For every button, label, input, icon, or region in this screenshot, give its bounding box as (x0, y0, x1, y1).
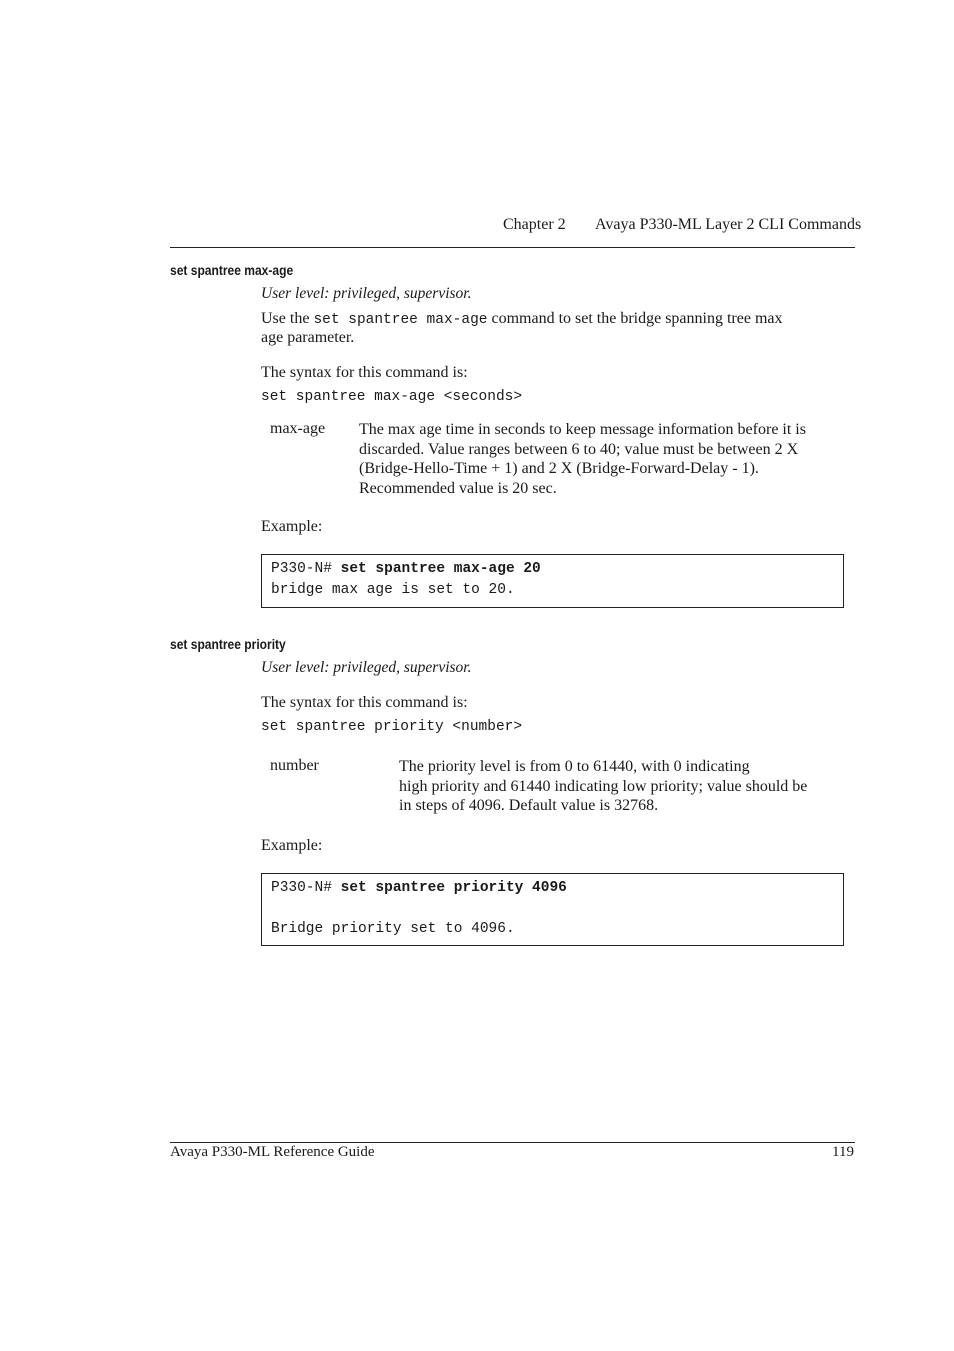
intro-line2-max-age: age parameter. (261, 329, 355, 346)
param-desc-max-age (359, 420, 806, 498)
user-level-priority: User level: privileged, supervisor. (261, 659, 472, 676)
syntax-priority: set spantree priority <number> (261, 719, 523, 735)
example-label-max-age: Example: (261, 518, 323, 535)
example-command-line (271, 561, 541, 577)
param-desc-line: (Bridge-Hello-Time + 1) and 2 X (Bridge-Forward-Delay - 1). (359, 460, 759, 477)
param-name-max-age: max-age (270, 420, 326, 437)
cli-command: set spantree max-age 20 (340, 561, 541, 577)
intro-suffix: command to set the bridge spanning tree max (491, 310, 783, 327)
param-desc-line: Recommended value is 20 sec. (359, 479, 557, 497)
param-name-priority: number (270, 757, 319, 774)
syntax-intro-priority: The syntax for this command is: (261, 694, 468, 711)
param-desc-line: The max age time in seconds to keep message information before it is (359, 421, 806, 438)
example-command-line (271, 880, 567, 896)
param-desc-line: discarded. Value ranges between 6 to 40; value must be between 2 X (359, 440, 799, 458)
param-desc-priority (399, 757, 807, 816)
cli-prompt: P330-N# (271, 880, 341, 896)
example-code-box-max-age (261, 554, 844, 608)
intro-paragraph-max-age (261, 309, 783, 331)
section-heading-max-age: set spantree max-age (170, 262, 294, 278)
header-divider (170, 247, 855, 248)
cli-prompt: P330-N# (271, 561, 341, 577)
example-output-line: Bridge priority set to 4096. (271, 921, 515, 937)
intro-inline-code: set spantree max-age (313, 312, 488, 328)
cli-command: set spantree priority 4096 (340, 880, 567, 896)
example-output-line: bridge max age is set to 20. (271, 582, 515, 598)
syntax-intro-max-age: The syntax for this command is: (261, 364, 468, 381)
example-code-box-priority (261, 873, 844, 946)
footer-divider (170, 1142, 855, 1143)
param-desc-line: The priority level is from 0 to 61440, with 0 indicating (399, 758, 750, 775)
example-label-priority: Example: (261, 837, 323, 854)
syntax-max-age: set spantree max-age <seconds> (261, 389, 523, 405)
param-desc-line: in steps of 4096. Default value is 32768. (399, 797, 659, 814)
user-level-max-age: User level: privileged, supervisor. (261, 285, 472, 302)
section-heading-priority: set spantree priority (170, 636, 286, 652)
header-title: Avaya P330-ML Layer 2 CLI Commands (595, 216, 862, 233)
param-desc-line: high priority and 61440 indicating low priority; value should be (399, 777, 808, 795)
footer-title: Avaya P330-ML Reference Guide (170, 1144, 375, 1160)
intro-prefix: Use the (261, 310, 310, 327)
page-number: 119 (832, 1144, 854, 1160)
header-chapter: Chapter 2 (503, 216, 566, 233)
